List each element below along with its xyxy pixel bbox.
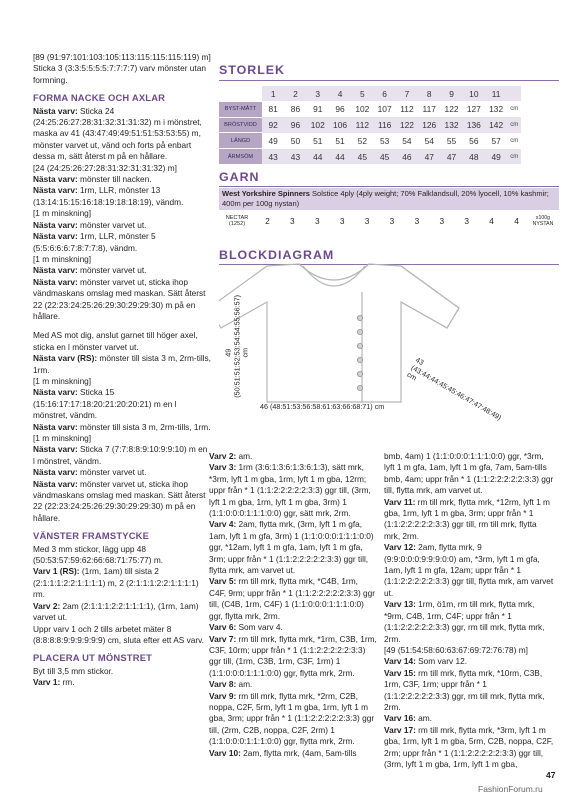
size-unit: cm xyxy=(507,117,521,133)
size-cell: 51 xyxy=(313,135,323,146)
instruction: Nästa varv: mönster varvet ut. xyxy=(33,219,147,230)
size-cell: 47 xyxy=(440,149,462,165)
size-cell: 86 xyxy=(290,104,301,115)
divider xyxy=(219,186,559,187)
paragraph: Byt till 3,5 mm stickor. xyxy=(33,665,114,676)
blockdiagram-title: BLOCKDIAGRAM xyxy=(219,248,335,262)
instruction: Varv 13: 1rm, ö1m, rm till mrk, flytta mrk, *9rm, C4B, 1rm, C4F; uppr från * 1 (1:1:2:2:2:2:2:3:3) ggr, rm till mrk, flytta mrk, 2rm. xyxy=(384,599,545,644)
yarn-amount: 3 xyxy=(290,216,295,226)
size-cell: 44 xyxy=(329,149,351,165)
yarn-details: Solstice 4ply (4ply weight; 70% Falklandsull, 20% lyocell, 10% kashmir; 400m per 100g nystan) xyxy=(222,189,549,208)
instruction: Varv 5: rm till mrk, flytta mrk, *C4B, 1rm, C4F, 9rm; uppr från * 1 (1:1:2:2:2:2:2:3:3) ggr till, (C4B, 1rm, C4F) 1 (1:1:0:0:0:1:1:1:0:0) ggr, flytta mrk, 2rm. xyxy=(209,576,376,621)
size-cell: 102 xyxy=(355,104,370,115)
size-cell: 57 xyxy=(491,135,501,146)
stitch-count: [1 m minskning] xyxy=(33,208,92,219)
size-cell: 52 xyxy=(357,135,367,146)
size-cell: 96 xyxy=(335,104,345,115)
size-cell: 7 xyxy=(396,86,418,101)
size-cell: 9 xyxy=(440,86,462,101)
diagram-diagonal-measure: 43 (43:44:44:45:45:46:47:47:48:49) cm xyxy=(405,355,504,422)
size-unit: cm xyxy=(507,149,521,165)
instruction: Nästa varv: mönster till nacken. xyxy=(33,174,152,185)
size-row xyxy=(219,117,521,133)
instruction: Nästa varv: mönster till sista 3 m, 2rm-tills, 1rm. xyxy=(33,421,211,432)
button xyxy=(357,357,362,362)
size-cell: 50 xyxy=(290,135,301,146)
instruction: Nästa varv: Sticka 7 (7:7:8:8:9:10:9:9:10) m en l mönstret, vändm. xyxy=(33,444,208,466)
instruction: Varv 15: rm till mrk, flytta mrk, *10rm, C3B, 1rm, C3F, 1rm; uppr från * 1 (1:1:2:2:2:2:2:3:3) ggr, rm till mrk, flytta mrk, 2rm. xyxy=(384,667,545,712)
stitch-count: [24 (24:25:26:27:28:31:32:31:31:32) m] xyxy=(33,162,177,173)
size-cell: 96 xyxy=(284,117,306,133)
size-cell: 117 xyxy=(422,104,436,115)
size-cell: 102 xyxy=(307,117,329,133)
size-cell: 142 xyxy=(485,117,507,133)
stitch-count: [89 (91:97:101:103:105:113:115:115:115:119) m] xyxy=(33,52,211,62)
yarn-amount-row xyxy=(219,212,559,230)
instruction: Varv 16: am. xyxy=(384,713,432,724)
size-row-label: ÄRMSÖM xyxy=(219,149,262,165)
button xyxy=(357,329,362,334)
size-cell: 112 xyxy=(400,104,414,115)
size-row xyxy=(219,101,521,117)
yarn-amount: 3 xyxy=(364,216,370,226)
instruction: Nästa varv (RS): mönster till sista 3 m, 2rm-tills, 1rm. xyxy=(33,353,211,375)
size-cell: 47 xyxy=(418,149,440,165)
button xyxy=(357,343,362,348)
yarn-description xyxy=(219,188,559,210)
instruction: Varv 2: 2am (2:1:1:1:2:2:1:1:1:1), (1rm, 1am) varvet ut. xyxy=(33,600,199,623)
size-cell: 43 xyxy=(262,149,284,165)
size-cell: 44 xyxy=(307,149,329,165)
size-cell: 116 xyxy=(373,117,395,133)
stitch-count: [49 (51:54:58:60:63:67:69:72:76:78) m] xyxy=(384,644,528,655)
size-row-label: BRÖSTVIDD xyxy=(219,117,262,133)
instruction: Varv 3: 1rm (3:6:1:3:6:1:3:6:1:3), sätt mrk, *3rm, lyft 1 m gba, 1rm, lyft 1 m gba, 12rm; uppr från * 1 (1:1:2:2:2:2:2:3:3) ggr till, (3rm, lyft 1 m gba, 1rm, lyft 1 m gba, 3rm) 1 (1:1:0:0:0:1:1:1:0:0) ggr, sätt mrk, 2rm. xyxy=(209,462,371,519)
size-row-label xyxy=(219,86,262,101)
neckline-band xyxy=(303,266,365,286)
size-cell: 3 xyxy=(307,86,329,101)
size-cell: 122 xyxy=(444,104,459,115)
size-cell: 11 xyxy=(485,86,507,101)
instruction: Nästa varv: mönster varvet ut, sticka ihop vändmaskans omslag med maskan. Sätt återst 22 (22:23:24:25:26:29:30:29:29:30) m på en hållare. xyxy=(33,478,206,523)
size-cell: 53 xyxy=(379,135,390,146)
size-cell: 2 xyxy=(284,86,306,101)
instruction: Varv 17: rm till mrk, flytta mrk, *3rm, lyft 1 m gba, 1rm, lyft 1 m gba, 5rm, C2B, noppa, C2F, 2rm; uppr från * 1 (1:1:2:2:2:2:2:3:3) ggr till, (3rm, lyft 1 m gba, 1rm, lyft 1 m gba, xyxy=(384,724,554,769)
instruction: Varv 14: Som varv 12. xyxy=(384,656,468,667)
size-cell: 106 xyxy=(329,117,351,133)
garn-title: GARN xyxy=(219,170,260,184)
button xyxy=(357,371,362,376)
instruction: Varv 7: rm till mrk, flytta mrk, *1rm, C3B, 1rm, C3F, 10rm; uppr från * 1 (1:1:2:2:2:2:2:3:3) ggr till, (1rm, C3B, 1rm, C3F, 1rm) 1 (1:1:0:0:0:1:1:1:0:0) ggr, flytta mrk, 2rm. xyxy=(209,633,377,678)
size-cell: 54 xyxy=(402,135,412,146)
storlek-title: STORLEK xyxy=(219,63,285,77)
size-cell: 8 xyxy=(418,86,440,101)
paragraph: Nästa varv: Sticka 24 (24:25:26:27:28:31:32:31:31:32) m i mönstret, maska av 41 (43:47:49:49:51:51:53:53:55) m, mönster varvet ut, vänd och forts på enbart dessa m, sätt återst m på en hållare. xyxy=(33,105,202,162)
instruction: Varv 11: rm till mrk, flytta mrk, *12rm, lyft 1 m gba, 1rm, lyft 1 m gba, 3rm; uppr från * 1 (1:1:2:2:2:2:2:3:3) ggr till, rm till mrk, flytta mrk, 2rm. xyxy=(384,496,550,541)
yarn-amount: 2 xyxy=(265,216,270,226)
size-cell: 43 xyxy=(284,149,306,165)
section-heading: FORMA NACKE OCH AXLAR xyxy=(33,92,166,104)
instruction: Varv 1: rm. xyxy=(33,677,75,688)
size-cell: 112 xyxy=(351,117,373,133)
instruction: bmb, 4am) 1 (1:1:0:0:0:1:1:1:0:0) ggr, *3rm, lyft 1 m gfa, 1am, lyft 1 m gfa, 7am, 5am-tills bmb, 4am; uppr från * 1 (1:1:2:2:2:2:2:3:3) ggr till, flytta mrk, am varvet ut. xyxy=(384,451,554,496)
button xyxy=(357,385,362,390)
size-cell: 126 xyxy=(418,117,440,133)
size-cell: 49 xyxy=(268,135,278,146)
size-cell: 136 xyxy=(463,117,485,133)
size-cell: 46 xyxy=(396,149,418,165)
size-row xyxy=(219,149,521,165)
instruction: Nästa varv: 1rm, LLR, mönster 13 (13:14:15:15:16:18:19:18:18:19), vändm. xyxy=(33,185,184,207)
instruction: Nästa varv: Sticka 15 (15:16:17:17:18:20:21:20:20:21) m en l mönstret, vändm. xyxy=(33,387,177,421)
yarn-amount: 3 xyxy=(439,216,445,226)
yarn-amount: 4 xyxy=(489,216,494,226)
yarn-amount: 3 xyxy=(464,216,470,226)
stitch-count: [1 m minskning] xyxy=(33,433,92,443)
page-number: 47 xyxy=(546,770,556,780)
stitch-count: [1 m minskning] xyxy=(33,253,92,264)
instruction: Nästa varv: mönster varvet ut. xyxy=(33,467,147,478)
instruction: Nästa varv: mönster varvet ut. xyxy=(33,265,147,276)
instruction: Varv 9: rm till mrk, flytta mrk, *2rm, C2B, noppa, C2F, 5rm, lyft 1 m gba, 1rm, lyft 1 m gba, 3rm; uppr från * 1 (1:1:2:2:2:2:2:3:3) ggr till, (2rm, C2B, noppa, C2F, 2rm) 1 (1:1:0:0:0:1:1:1:0:0) ggr, flytta mrk, 2rm. xyxy=(209,690,375,747)
instruction: Nästa varv: 1rm, LLR, mönster 5 (5:5:6:6:6:7:8:7:7:8), vändm. xyxy=(33,231,156,253)
size-unit: cm xyxy=(510,137,519,144)
size-cell: 55 xyxy=(446,135,457,146)
size-cell: 132 xyxy=(440,117,462,133)
section-heading: VÄNSTER FRAMSTYCKE xyxy=(33,530,150,542)
size-cell: 1 xyxy=(262,86,284,101)
size-cell: 5 xyxy=(351,86,373,101)
watermark: FashionForum.ru xyxy=(478,784,543,794)
yarn-brand: West Yorkshire Spinners xyxy=(222,189,310,198)
right-column xyxy=(384,451,554,770)
size-cell: 107 xyxy=(377,104,392,115)
yarn-amount: 3 xyxy=(314,216,320,226)
size-cell: 4 xyxy=(329,86,351,101)
instruction: Varv 2: am. xyxy=(209,451,253,461)
size-cell: 49 xyxy=(485,149,507,165)
yarn-amount: 3 xyxy=(414,216,420,226)
instruction: Varv 1 (RS): (1rm, 1am) till sista 2 (2:1:1:1:2:2:1:1:1:1) m, 2 (2:1:1:1:2:2:1:1:1:1) rm. xyxy=(33,566,199,600)
instruction: Nästa varv: mönster varvet ut, sticka ihop vändmaskans omslag med maskan. Sätt återst 22 (22:23:24:25:26:29:30:29:29:30) m på en hållare. xyxy=(33,276,206,321)
yarn-amount: 3 xyxy=(339,216,345,226)
yarn-amount: 3 xyxy=(389,216,395,226)
size-table xyxy=(219,86,521,165)
size-cell: 51 xyxy=(335,135,345,146)
left-column xyxy=(33,52,211,689)
instruction: Varv 10: 2am, flytta mrk, (4am, 5am-tills xyxy=(209,747,357,758)
size-header-row xyxy=(219,86,521,101)
size-cell: 54 xyxy=(424,135,434,146)
middle-column xyxy=(209,451,377,759)
size-cell: 45 xyxy=(373,149,395,165)
yarn-unit: x100g NYSTAN xyxy=(532,215,554,227)
size-cell: 6 xyxy=(373,86,395,101)
paragraph: Med 3 mm stickor, lägg upp 48 (50:53:57:59:62:66:68:71:75:77) m. xyxy=(33,543,164,566)
size-cell: 81 xyxy=(268,104,278,115)
size-unit xyxy=(507,86,521,101)
diagram-side-measure: 49 (50:51:51:52:53:54:54:55:56:57) cm xyxy=(223,295,250,398)
size-row-label: BYST-MÅTT xyxy=(219,101,262,117)
yarn-amount: 4 xyxy=(514,216,519,226)
size-unit: cm xyxy=(510,106,519,113)
instruction: Varv 8: am. xyxy=(209,679,253,690)
size-cell: 45 xyxy=(351,149,373,165)
paragraph: Uppr varv 1 och 2 tills arbetet mäter 8 (8:8:8:8:9:9:9:9:9:9) cm, sluta efter ett AS varv. xyxy=(33,623,204,645)
diagram-bottom-measure: 46 (48:51:53:56:58:61:63:66:68:71) cm xyxy=(260,402,385,411)
paragraph: Sticka 3 (3:3:5:5:5:5:7:7:7:7) varv mönster utan formning. xyxy=(33,63,206,85)
yarn-amounts xyxy=(255,216,529,226)
size-cell: 122 xyxy=(396,117,418,133)
divider xyxy=(219,80,559,81)
size-cell: 132 xyxy=(489,104,504,115)
instruction: Varv 6: Som varv 4. xyxy=(209,622,283,633)
size-cell: 10 xyxy=(463,86,485,101)
stitch-count: [1 m minskning] xyxy=(33,375,92,386)
yarn-color-label: NECTAR (1252) xyxy=(225,214,249,227)
size-cell: 48 xyxy=(463,149,485,165)
size-cell: 92 xyxy=(262,117,284,133)
sleeve-right xyxy=(401,266,459,328)
button xyxy=(357,315,362,320)
size-row-label: LÄNGD xyxy=(219,133,262,149)
paragraph: Med AS mot dig, anslut garnet till höger axel, sticka en l mönster varvet ut. xyxy=(33,330,198,352)
section-heading: PLACERA UT MÖNSTRET xyxy=(33,652,153,664)
size-cell: 91 xyxy=(313,104,323,115)
size-cell: 56 xyxy=(469,135,479,146)
size-cell: 127 xyxy=(466,104,481,115)
instruction: Varv 12: 2am, flytta mrk, 9 (9:9:0:0:0:9:9:9:0:0) am, *3rm, lyft 1 m gfa, 1am, lyft 1 m gfa, 12am; uppr från * 1 (1:1:2:2:2:2:2:3:3) ggr till, flytta mrk, am varvet ut. xyxy=(384,542,554,598)
cardigan-diagram xyxy=(219,262,559,442)
instruction: Varv 4: 2am, flytta mrk, (3rm, lyft 1 m gfa, 1am, lyft 1 m gfa, 3rm) 1 (1:1:0:0:0:1:1:1:0:0) ggr, *12am, lyft 1 m gfa, 1am, lyft 1 m gfa, 3rm; uppr från * 1 (1:1:2:2:2:2:2:3:3) ggr till, flytta mrk, am varvet ut. xyxy=(209,519,374,576)
size-row xyxy=(219,133,521,149)
